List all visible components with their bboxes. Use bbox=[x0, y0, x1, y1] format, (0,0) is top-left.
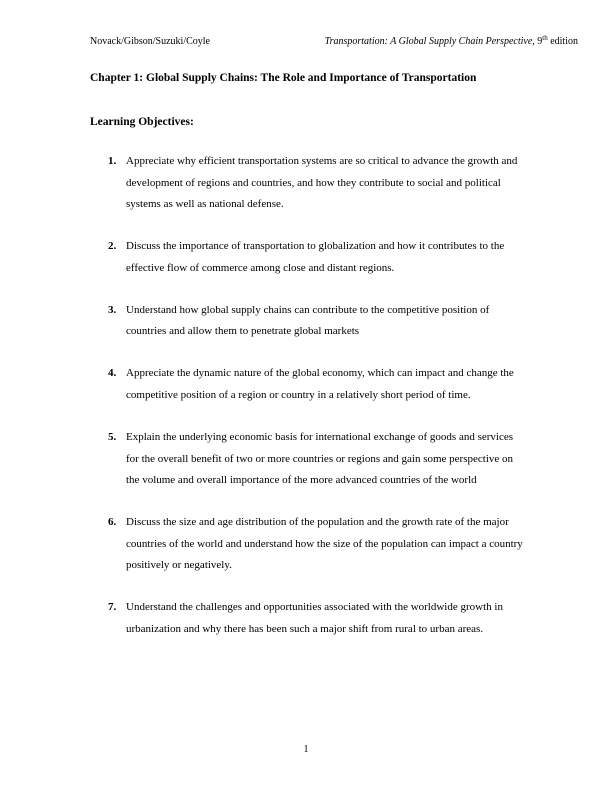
objective-number: 7. bbox=[108, 601, 117, 614]
edition-superscript: th bbox=[542, 34, 548, 42]
edition-suffix: edition bbox=[547, 36, 578, 47]
learning-objectives-heading: Learning Objectives: bbox=[90, 116, 194, 128]
objective-number: 4. bbox=[108, 367, 117, 380]
objective-text: Appreciate the dynamic nature of the global economy, which can impact and change the competitive position of a region or country in a relatively short period of time. bbox=[126, 367, 514, 401]
objective-text: Discuss the importance of transportation to globalization and how it contributes to the effective flow of commerce among close and distant regions. bbox=[126, 240, 505, 274]
book-title: Transportation: A Global Supply Chain Perspective bbox=[324, 36, 533, 47]
objective-text: Explain the underlying economic basis for international exchange of goods and services for the overall benefit of two or more countries or regions and gain some perspective on the volume and overall importance of the more advanced countries of the world bbox=[126, 430, 514, 487]
objective-item bbox=[0, 597, 526, 640]
chapter-title: Chapter 1: Global Supply Chains: The Role and Importance of Transportation bbox=[90, 72, 477, 84]
page-number: 1 bbox=[303, 744, 309, 755]
edition-prefix: , 9 bbox=[532, 36, 543, 47]
objective-text: Understand how global supply chains can contribute to the competitive position of countries and allow them to penetrate global markets bbox=[126, 303, 490, 338]
objective-text: Appreciate why efficient transportation systems are so critical to advance the growth and development of regions and countries, and how they contribute to social and political systems as well as national defense. bbox=[126, 155, 518, 211]
objective-number: 1. bbox=[108, 155, 117, 167]
objective-item bbox=[0, 512, 526, 577]
objective-number: 3. bbox=[108, 303, 117, 316]
header-book-title bbox=[325, 36, 578, 48]
header-authors: Novack/Gibson/Suzuki/Coyle bbox=[90, 36, 210, 47]
objective-text: Discuss the size and age distribution of the population and the growth rate of the major countries of the world and understand how the size of the population can impact a country positively or negatively. bbox=[126, 516, 523, 572]
objective-item bbox=[0, 427, 526, 492]
objective-text: Understand the challenges and opportunities associated with the worldwide growth in urbanization and why there has been such a major shift from rural to urban areas. bbox=[126, 601, 503, 635]
learning-objectives-list bbox=[0, 151, 612, 661]
objective-item bbox=[0, 151, 526, 216]
objective-item bbox=[0, 236, 526, 279]
objective-item bbox=[0, 300, 526, 343]
objective-number: 5. bbox=[108, 430, 117, 443]
objective-number: 6. bbox=[108, 516, 117, 529]
objective-item bbox=[0, 363, 526, 406]
objective-number: 2. bbox=[108, 240, 117, 253]
